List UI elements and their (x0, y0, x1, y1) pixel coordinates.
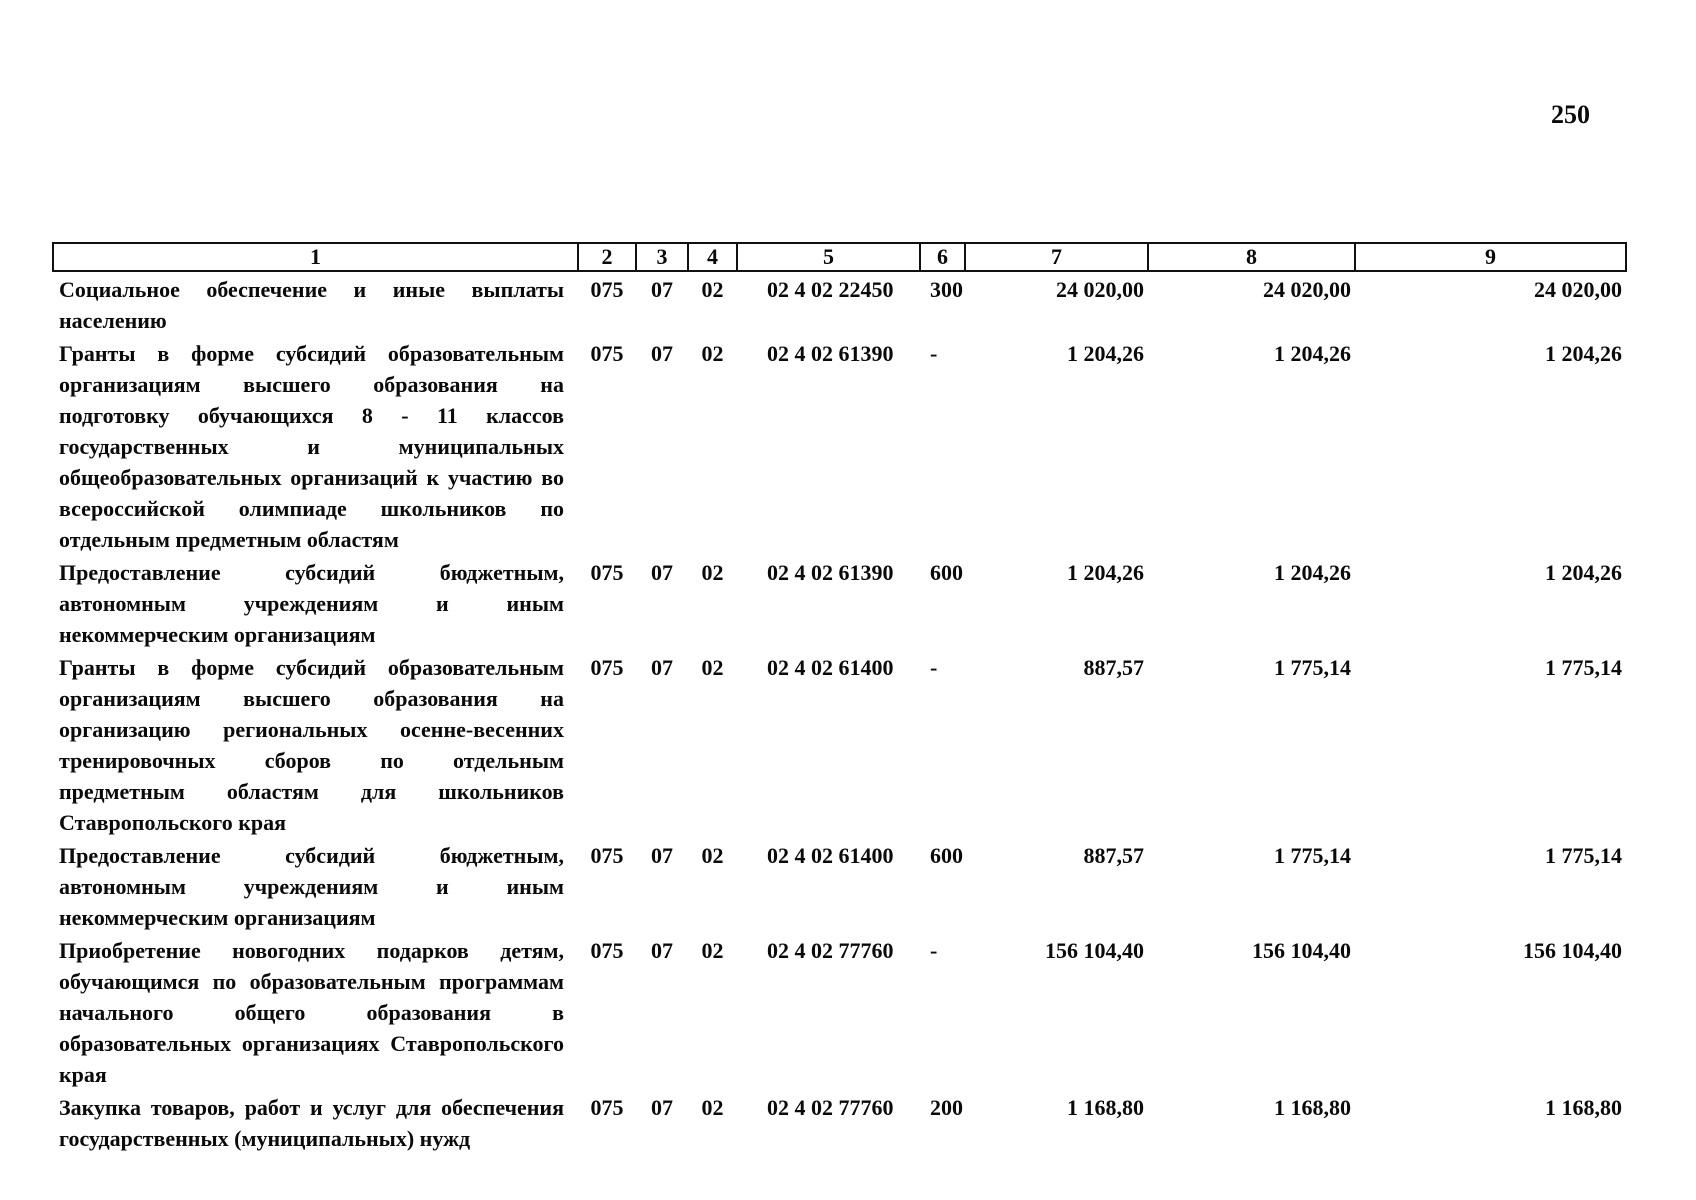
page-number: 250 (1551, 100, 1590, 129)
target-article-cell: 02 4 02 61390 (767, 560, 894, 585)
row-name-cell: Гранты в форме субсидий образовательным организациям высшего образования на подготовку обучающихся 8 - 11 классов государственных и муниципальных общеобразовательных организаций к участию во всероссийской олимпиаде школьников по отдельным предметным областям (59, 341, 564, 552)
amount-col9-cell: 1 204,26 (1545, 560, 1622, 585)
ministry-code-cell: 075 (590, 341, 624, 366)
amount-col8-cell: 1 775,14 (1274, 843, 1351, 868)
row-name-cell: Гранты в форме субсидий образовательным организациям высшего образования на организацию региональных осенне-весенних тренировочных сборов по отдельным предметным областям для школьников Ставропольского края (59, 655, 564, 835)
ministry-code-cell: 075 (590, 655, 624, 680)
expense-type-cell: 600 (930, 560, 963, 585)
row-name-cell: Предоставление субсидий бюджетным, автономным учреждениям и иным некоммерческим организациям (59, 843, 564, 930)
amount-col7-cell: 887,57 (1083, 655, 1144, 680)
target-article-cell: 02 4 02 61400 (767, 843, 894, 868)
table-row (53, 1090, 1626, 1154)
expense-type-cell: 300 (930, 277, 963, 302)
subsection-code-cell: 02 (701, 341, 724, 366)
amount-col7-cell: 156 104,40 (1045, 938, 1144, 963)
expense-type-cell: - (930, 341, 938, 366)
column-header-1: 1 (53, 243, 578, 271)
amount-col9-cell: 1 775,14 (1545, 655, 1622, 680)
section-code-cell: 07 (651, 843, 673, 868)
amount-col7-cell: 887,57 (1083, 843, 1144, 868)
amount-col8-cell: 1 204,26 (1274, 560, 1351, 585)
subsection-code-cell: 02 (701, 277, 724, 302)
amount-col8-cell: 156 104,40 (1252, 938, 1351, 963)
amount-col9-cell: 1 168,80 (1545, 1095, 1622, 1120)
target-article-cell: 02 4 02 77760 (767, 1095, 894, 1120)
row-name-cell: Приобретение новогодних подарков детям, обучающимся по образовательным программам начального общего образования в образовательных организациях Ставропольского края (59, 938, 564, 1087)
expense-type-cell: - (930, 938, 938, 963)
column-header-7: 7 (965, 243, 1148, 271)
amount-col9-cell: 1 204,26 (1545, 341, 1622, 366)
amount-col8-cell: 1 775,14 (1274, 655, 1351, 680)
column-header-5: 5 (737, 243, 920, 271)
budget-table (52, 242, 1627, 1154)
section-code-cell: 07 (651, 655, 673, 680)
expense-type-cell: - (930, 655, 938, 680)
row-name-cell: Социальное обеспечение и иные выплаты населению (59, 277, 564, 333)
header-row (53, 243, 1626, 271)
subsection-code-cell: 02 (701, 938, 724, 963)
table-row (53, 271, 1626, 336)
section-code-cell: 07 (651, 1095, 673, 1120)
amount-col8-cell: 1 204,26 (1274, 341, 1351, 366)
target-article-cell: 02 4 02 77760 (767, 938, 894, 963)
row-name-cell: Закупка товаров, работ и услуг для обеспечения государственных (муниципальных) нужд (59, 1095, 564, 1151)
subsection-code-cell: 02 (701, 1095, 724, 1120)
amount-col9-cell: 24 020,00 (1534, 277, 1622, 302)
table-row (53, 838, 1626, 933)
subsection-code-cell: 02 (701, 843, 724, 868)
column-header-3: 3 (636, 243, 688, 271)
table-row (53, 336, 1626, 555)
section-code-cell: 07 (651, 938, 673, 963)
section-code-cell: 07 (651, 341, 673, 366)
expense-type-cell: 200 (930, 1095, 963, 1120)
table-row (53, 555, 1626, 650)
target-article-cell: 02 4 02 61400 (767, 655, 894, 680)
ministry-code-cell: 075 (590, 1095, 624, 1120)
column-header-9: 9 (1355, 243, 1626, 271)
table-row (53, 933, 1626, 1090)
column-header-2: 2 (578, 243, 636, 271)
ministry-code-cell: 075 (590, 938, 624, 963)
ministry-code-cell: 075 (590, 560, 624, 585)
ministry-code-cell: 075 (590, 843, 624, 868)
subsection-code-cell: 02 (701, 560, 724, 585)
amount-col7-cell: 1 204,26 (1067, 341, 1144, 366)
target-article-cell: 02 4 02 22450 (767, 277, 894, 302)
column-header-6: 6 (920, 243, 965, 271)
expense-type-cell: 600 (930, 843, 963, 868)
target-article-cell: 02 4 02 61390 (767, 341, 894, 366)
amount-col7-cell: 1 204,26 (1067, 560, 1144, 585)
column-header-8: 8 (1148, 243, 1355, 271)
subsection-code-cell: 02 (701, 655, 724, 680)
ministry-code-cell: 075 (590, 277, 624, 302)
amount-col8-cell: 1 168,80 (1274, 1095, 1351, 1120)
table-row (53, 650, 1626, 838)
amount-col7-cell: 1 168,80 (1067, 1095, 1144, 1120)
amount-col9-cell: 156 104,40 (1523, 938, 1622, 963)
amount-col8-cell: 24 020,00 (1263, 277, 1351, 302)
row-name-cell: Предоставление субсидий бюджетным, автономным учреждениям и иным некоммерческим организациям (59, 560, 564, 647)
section-code-cell: 07 (651, 277, 673, 302)
amount-col9-cell: 1 775,14 (1545, 843, 1622, 868)
column-header-4: 4 (688, 243, 737, 271)
section-code-cell: 07 (651, 560, 673, 585)
amount-col7-cell: 24 020,00 (1056, 277, 1144, 302)
